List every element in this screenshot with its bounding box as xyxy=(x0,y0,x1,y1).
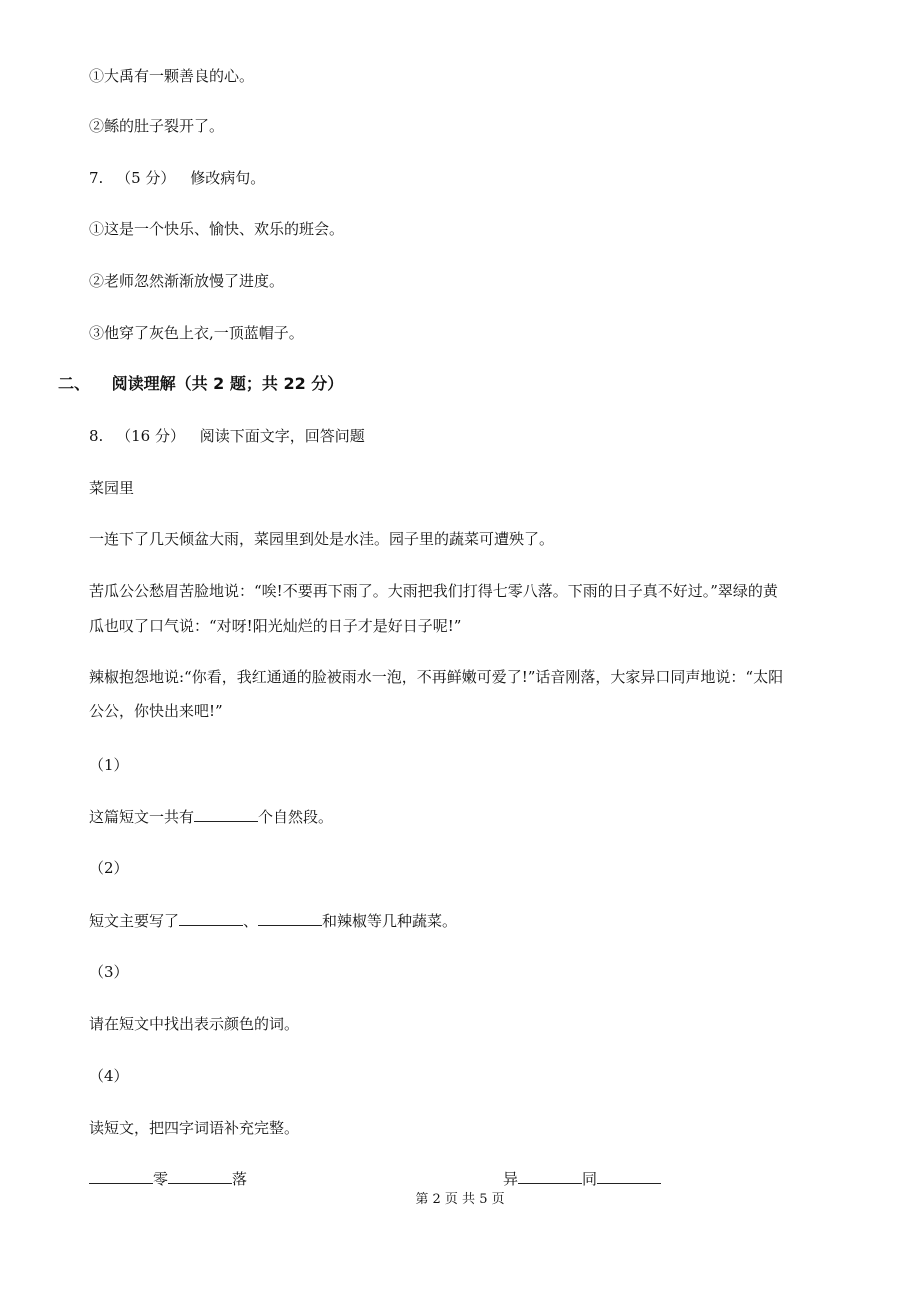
answer-blank[interactable] xyxy=(194,807,258,822)
passage-paragraph-2-line-1: 苦瓜公公愁眉苦脸地说：“唉!不要再下雨了。大雨把我们打得七零八落。下雨的日子真不好过。”翠绿的黄 xyxy=(89,582,778,600)
sub-question-4: 读短文，把四字词语补充完整。 xyxy=(89,1119,300,1137)
sub-question-3-label: （3） xyxy=(89,963,129,981)
question-8 xyxy=(89,426,365,446)
sub-question-text: 短文主要写了 xyxy=(89,912,180,930)
question-number: 8. xyxy=(89,427,104,445)
answer-blank[interactable] xyxy=(168,1169,232,1184)
sub-question-3: 请在短文中找出表示颜色的词。 xyxy=(89,1015,300,1033)
separator: 、 xyxy=(243,912,259,930)
q7-item-1: ①这是一个快乐、愉快、欢乐的班会。 xyxy=(89,220,345,238)
q6-item-2: ②鲧的肚子裂开了。 xyxy=(89,117,225,135)
passage-paragraph-3-line-2: 公公，你快出来吧!” xyxy=(89,702,223,720)
answer-blank[interactable] xyxy=(258,911,322,926)
passage-paragraph-3-line-1: 辣椒抱怨地说:“你看，我红通通的脸被雨水一泡，不再鲜嫩可爱了!”话音刚落，大家异口同声地说：“太阳 xyxy=(89,668,784,686)
section-2-heading xyxy=(58,374,343,394)
question-number: 7. xyxy=(89,169,104,187)
sub-question-2-label: （2） xyxy=(89,859,129,877)
section-number: 二、 xyxy=(58,374,91,393)
question-7 xyxy=(89,168,265,188)
sub-question-1-label: （1） xyxy=(89,756,129,774)
sub-question-4-label: （4） xyxy=(89,1067,129,1085)
answer-blank[interactable] xyxy=(89,1169,153,1184)
q6-item-1: ①大禹有一颗善良的心。 xyxy=(89,67,255,85)
idiom-char: 落 xyxy=(232,1170,248,1188)
passage-title: 菜园里 xyxy=(89,479,135,497)
question-score: （16 分） xyxy=(116,427,185,445)
answer-blank[interactable] xyxy=(518,1169,582,1184)
idiom-char: 异 xyxy=(503,1170,519,1188)
section-title: 阅读理解（共 2 题；共 22 分） xyxy=(111,374,344,393)
q7-item-3: ③他穿了灰色上衣,一顶蓝帽子。 xyxy=(89,324,304,342)
sub-question-text: 和辣椒等几种蔬菜。 xyxy=(322,912,458,930)
question-prompt: 修改病句。 xyxy=(190,169,266,187)
sub-question-text: 这篇短文一共有 xyxy=(89,808,195,826)
sub-question-text: 个自然段。 xyxy=(258,808,334,826)
page-footer: 第 2 页 共 5 页 xyxy=(415,1192,505,1207)
answer-blank[interactable] xyxy=(179,911,243,926)
idiom-char: 零 xyxy=(153,1170,169,1188)
idiom-2 xyxy=(503,1169,661,1189)
idiom-1 xyxy=(89,1169,247,1189)
answer-blank[interactable] xyxy=(597,1169,661,1184)
q7-item-2: ②老师忽然渐渐放慢了进度。 xyxy=(89,272,285,290)
passage-paragraph-2-line-2: 瓜也叹了口气说：“对呀!阳光灿烂的日子才是好日子呢!” xyxy=(89,617,462,635)
sub-question-1 xyxy=(89,807,333,827)
sub-question-2 xyxy=(89,911,457,931)
idiom-char: 同 xyxy=(582,1170,598,1188)
question-score: （5 分） xyxy=(116,169,176,187)
passage-paragraph-1: 一连下了几天倾盆大雨，菜园里到处是水洼。园子里的蔬菜可遭殃了。 xyxy=(89,530,555,548)
question-prompt: 阅读下面文字，回答问题 xyxy=(199,427,365,445)
